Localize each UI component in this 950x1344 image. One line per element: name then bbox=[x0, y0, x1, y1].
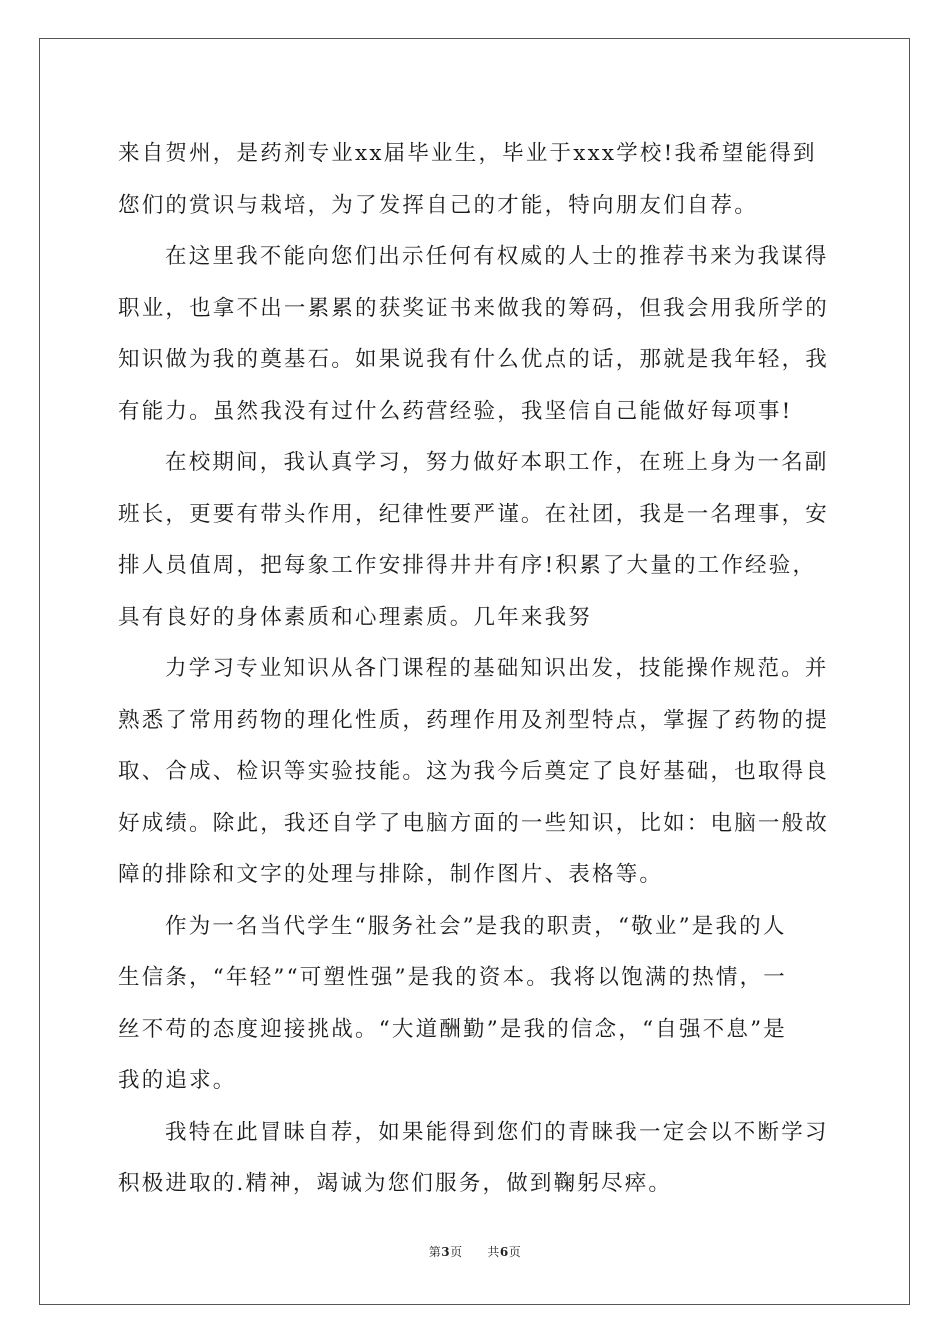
text-line: 职业，也拿不出一累累的获奖证书来做我的筹码，但我会用我所学的 bbox=[118, 295, 830, 321]
page-footer bbox=[0, 1243, 950, 1260]
page-prefix: 第 bbox=[428, 1245, 442, 1259]
text-line: 好成绩。除此，我还自学了电脑方面的一些知识，比如：电脑一般故 bbox=[118, 810, 830, 836]
body-text bbox=[118, 128, 836, 1210]
text-line: 有能力。虽然我没有过什么药营经验，我坚信自己能做好每项事! bbox=[118, 398, 793, 424]
total-prefix: 共 bbox=[487, 1245, 500, 1259]
text-line: 熟悉了常用药物的理化性质，药理作用及剂型特点，掌握了药物的提 bbox=[118, 707, 830, 733]
text-line: 障的排除和文字的处理与排除，制作图片、表格等。 bbox=[118, 862, 664, 887]
page-total bbox=[487, 1245, 521, 1259]
text-line: 您们的赏识与栽培，为了发挥自己的才能，特向朋友们自荐。 bbox=[118, 192, 758, 218]
text-line: 具有良好的身体素质和心理素质。几年来我努 bbox=[118, 604, 593, 630]
text-line: 丝不苟的态度迎接挑战。“大道酬勤”是我的信念，“自强不息”是 bbox=[118, 1016, 787, 1042]
text-line: 来自贺州，是药剂专业xx届毕业生，毕业于xxx学校!我希望能得到 bbox=[118, 141, 817, 166]
text-line: 排人员值周，把每象工作安排得井井有序!积累了大量的工作经验， bbox=[118, 553, 817, 578]
text-line: 班长，更要有带头作用，纪律性要严谨。在社团，我是一名理事，安 bbox=[118, 501, 830, 527]
text-line: 我的追求。 bbox=[118, 1068, 237, 1093]
current-page-number: 3 bbox=[441, 1245, 451, 1259]
text-line: 作为一名当代学生“服务社会”是我的职责，“敬业”是我的人 bbox=[165, 913, 787, 939]
total-suffix: 页 bbox=[508, 1245, 522, 1259]
page-suffix: 页 bbox=[450, 1245, 463, 1259]
page-number bbox=[429, 1245, 467, 1259]
text-line: 取、合成、检识等实验技能。这为我今后奠定了良好基础，也取得良 bbox=[118, 759, 830, 784]
document-body bbox=[118, 128, 836, 1210]
text-line: 积极进取的.精神，竭诚为您们服务，做到鞠躬尽瘁。 bbox=[118, 1171, 673, 1196]
text-line: 在校期间，我认真学习，努力做好本职工作，在班上身为一名副 bbox=[165, 450, 829, 475]
text-line: 我特在此冒昧自荐，如果能得到您们的青睐我一定会以不断学习 bbox=[165, 1119, 829, 1145]
text-line: 力学习专业知识从各门课程的基础知识出发，技能操作规范。并 bbox=[165, 656, 829, 681]
text-line: 知识做为我的奠基石。如果说我有什么优点的话，那就是我年轻，我 bbox=[118, 347, 830, 372]
text-line: 在这里我不能向您们出示任何有权威的人士的推荐书来为我谋得 bbox=[165, 244, 829, 269]
text-line: 生信条，“年轻”“可塑性强”是我的资本。我将以饱满的热情，一 bbox=[118, 965, 787, 990]
total-page-number: 6 bbox=[499, 1245, 509, 1259]
